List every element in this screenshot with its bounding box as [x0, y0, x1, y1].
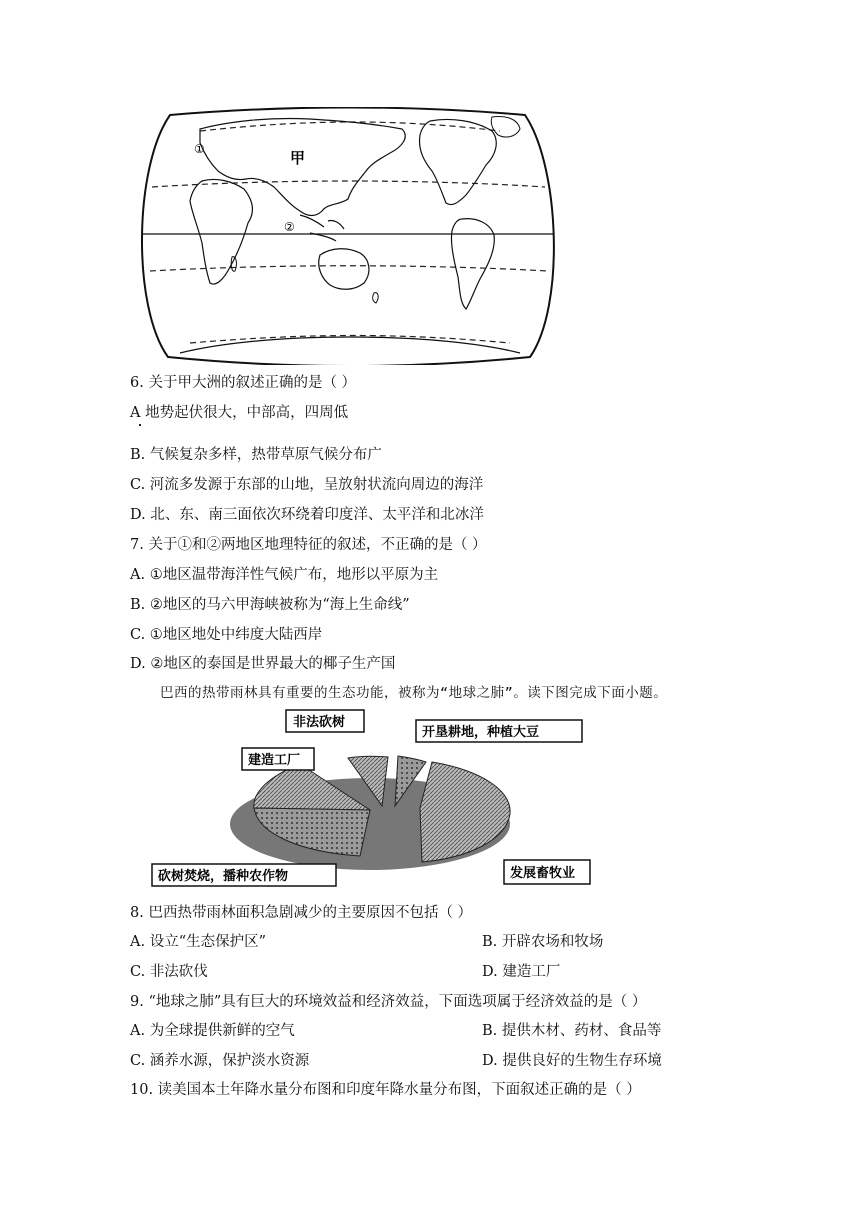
q9-option-a: A. 为全球提供新鲜的空气	[130, 1023, 295, 1039]
region-marker-1: ①	[194, 142, 205, 156]
q7-option-b: B. ②地区的马六甲海峡被称为“海上生命线”	[130, 597, 410, 613]
rainforest-intro: 巴西的热带雨林具有重要的生态功能，被称为“地球之肺”。读下图完成下面小题。	[160, 685, 668, 701]
q8-option-a: A. 设立“生态保护区”	[130, 934, 267, 950]
q8-option-c: C. 非法砍伐	[130, 964, 208, 980]
q7-stem: 7. 关于①和②两地区地理特征的叙述，不正确的是（ ）	[130, 537, 487, 553]
q6-option-a: A 地势起伏很大，中部高，四周低	[130, 405, 349, 421]
label-slash-burn: 砍树焚烧，播种农作物	[158, 869, 289, 884]
label-soy: 开垦耕地，种植大豆	[422, 725, 540, 740]
q7-option-d: D. ②地区的泰国是世界最大的椰子生产国	[130, 656, 396, 672]
q7-option-c: C. ①地区地处中纬度大陆西岸	[130, 627, 323, 643]
q8-option-d: D. 建造工厂	[482, 964, 561, 980]
q6-stem: 6. 关于甲大洲的叙述正确的是（ ）	[130, 375, 357, 391]
region-marker-2: ②	[284, 220, 295, 234]
label-livestock: 发展畜牧业	[510, 866, 576, 881]
world-map	[140, 107, 556, 365]
q8-option-b: B. 开辟农场和牧场	[482, 934, 604, 950]
deforestation-pie-illustration	[150, 706, 592, 890]
q6-option-c: C. 河流多发源于东部的山地，呈放射状流向周边的海洋	[130, 477, 484, 493]
q10-stem: 10. 读美国本土年降水量分布图和印度年降水量分布图，下面叙述正确的是（ ）	[130, 1082, 641, 1098]
stray-dot	[139, 424, 141, 426]
q9-stem: 9. “地球之肺”具有巨大的环境效益和经济效益，下面选项属于经济效益的是（ ）	[130, 994, 647, 1010]
q9-option-b: B. 提供木材、药材、食品等	[482, 1023, 662, 1039]
q8-stem: 8. 巴西热带雨林面积急剧减少的主要原因不包括（ ）	[130, 905, 473, 921]
q9-option-c: C. 涵养水源，保护淡水资源	[130, 1053, 310, 1069]
pie-slice-livestock	[420, 762, 510, 862]
label-factory: 建造工厂	[248, 753, 301, 768]
continent-label-jia: 甲	[290, 149, 306, 167]
q7-option-a: A. ①地区温带海洋性气候广布，地形以平原为主	[130, 567, 439, 583]
label-illegal-logging: 非法砍树	[293, 715, 346, 730]
q6-option-b: B. 气候复杂多样，热带草原气候分布广	[130, 447, 382, 463]
q6-option-d: D. 北、东、南三面依次环绕着印度洋、太平洋和北冰洋	[130, 507, 484, 523]
q9-option-d: D. 提供良好的生物生存环境	[482, 1053, 662, 1069]
